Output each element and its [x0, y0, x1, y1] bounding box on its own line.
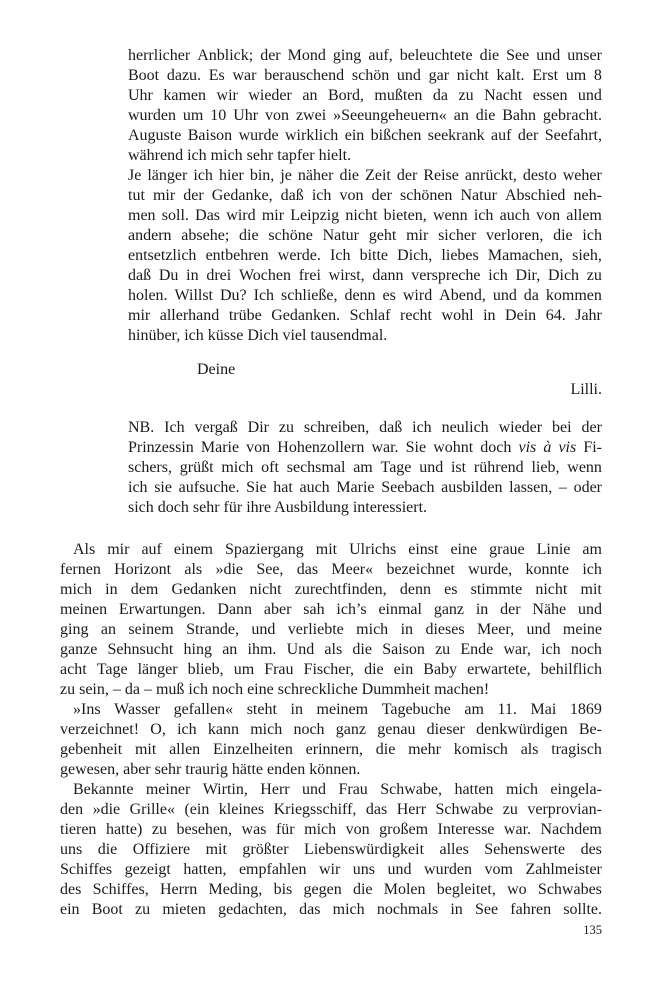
- text-line: Als mir auf einem Spaziergang mit Ulrichs einst eine graue Linie am: [73, 541, 602, 558]
- text-line: mir allerhand trübe Gedanken. Schlaf recht wohl in Dein 64. Jahr: [128, 307, 602, 324]
- text-line: NB. Ich vergaß Dir zu schreiben, daß ich neulich wieder bei der: [128, 419, 602, 436]
- text-line: gebenheit mit allen Einzelheiten erinnern, die mehr komisch als tragisch: [60, 741, 602, 758]
- text-line: andern absehe; die schöne Natur geht mir sicher verloren, die ich: [128, 227, 602, 244]
- letter-paragraph: [128, 46, 602, 166]
- text-line: fernen Horizont als »die See, das Meer« bezeichnet wurde, konnte ich: [60, 561, 602, 578]
- narrative-paragraph: [60, 540, 602, 700]
- letter-paragraph: [128, 166, 602, 346]
- text-line: Boot dazu. Es war berauschend schön und gar nicht kalt. Erst um 8: [128, 67, 602, 84]
- text-line: sich doch sehr für ihre Ausbildung interessiert.: [128, 499, 428, 516]
- text-line: während ich mich sehr tapfer hielt.: [128, 147, 352, 164]
- text-line: verzeichnet! O, ich kann mich noch ganz genau dieser denkwürdigen Be-: [60, 721, 602, 738]
- letter-signoff: Deine: [197, 361, 236, 378]
- text-line: den »die Grille« (ein kleines Kriegsschiff, das Herr Schwabe zu verprovian-: [60, 801, 602, 818]
- text-line: hinüber, ich küsse Dich viel tausendmal.: [128, 327, 388, 344]
- page-number: 135: [583, 923, 602, 937]
- text-line: tieren hatte) zu besehen, was für mich von großem Interesse war. Nachdem: [60, 821, 602, 838]
- text-line: Je länger ich hier bin, je näher die Zeit der Reise anrückt, desto weher: [128, 167, 602, 184]
- letter-signature: Lilli.: [570, 381, 602, 398]
- text-line: Auguste Baison wurde wirklich ein bißchen seekrank auf der Seefahrt,: [128, 127, 602, 144]
- narrative-paragraph: [60, 780, 602, 920]
- text-line: meinen Erwartungen. Dann aber sah ich’s einmal ganz in der Nähe und: [60, 601, 602, 618]
- text-line: Bekannte meiner Wirtin, Herr und Frau Schwabe, hatten mich eingela-: [73, 781, 602, 798]
- text-line: herrlicher Anblick; der Mond ging auf, beleuchtete die See und unser: [128, 47, 602, 64]
- text-line: mich in dem Gedanken nicht zurechtfinden, denn es stimmte nicht mit: [60, 581, 602, 598]
- text-line: men soll. Das wird mir Leipzig nicht bieten, wenn ich auch von allem: [128, 207, 602, 224]
- narrative-paragraph: [60, 700, 602, 780]
- text-line: wurden um 10 Uhr von zwei »Seeungeheuern« an die Bahn gebracht.: [128, 107, 602, 124]
- text-line: ich sie aufsuche. Sie hat auch Marie Seebach ausbilden lassen, – oder: [128, 479, 602, 496]
- text-line: Uhr kamen wir wieder an Bord, mußten da zu Nacht essen und: [128, 87, 602, 104]
- text-line: ging an seinem Strande, und verliebte mich in dieses Meer, und meine: [60, 621, 602, 638]
- text-line: ein Boot zu mieten gedachten, das mich nochmals in See fahren sollte.: [60, 901, 602, 918]
- text-line: daß Du in drei Wochen frei wirst, dann verspreche ich Dir, Dich zu: [128, 267, 602, 284]
- text-line: holen. Willst Du? Ich schließe, denn es wird Abend, und da kommen: [128, 287, 602, 304]
- text-line: Schiffes gezeigt hatten, empfahlen wir uns und wurden vom Zahlmeister: [60, 861, 602, 878]
- text-line: tut mir der Gedanke, daß ich von der schönen Natur Abschied neh-: [128, 187, 602, 204]
- text-line: acht Tage länger blieb, um Frau Fischer, die ein Baby erwartete, behilflich: [60, 661, 602, 678]
- text-line: »Ins Wasser gefallen« steht in meinem Tagebuche am 11. Mai 1869: [73, 701, 602, 718]
- text-line: des Schiffes, Herrn Meding, bis gegen die Molen begleitet, wo Schwabes: [60, 881, 602, 898]
- text-line: schers, grüßt mich oft sechsmal am Tage und ist rührend lieb, wenn: [128, 459, 602, 476]
- narrative-section: [60, 540, 602, 920]
- text-line: uns die Offiziere mit größter Liebenswürdigkeit alles Sehenswerte des: [60, 841, 602, 858]
- text-line: ganze Sehnsucht hing an ihm. Und als die Saison zu Ende war, ich noch: [60, 641, 602, 658]
- text-line: entsetzlich entbehren werde. Ich bitte Dich, liebes Mamachen, sieh,: [128, 247, 602, 264]
- letter-nb-paragraph: [128, 418, 602, 518]
- text-line: zu sein, – da – muß ich noch eine schreckliche Dummheit machen!: [60, 681, 490, 698]
- text-line: Prinzessin Marie von Hohenzollern war. Sie wohnt doch vis à vis Fi-: [128, 439, 602, 456]
- text-line: gewesen, aber sehr traurig hätte enden können.: [60, 761, 361, 778]
- letter-excerpt: [128, 46, 602, 518]
